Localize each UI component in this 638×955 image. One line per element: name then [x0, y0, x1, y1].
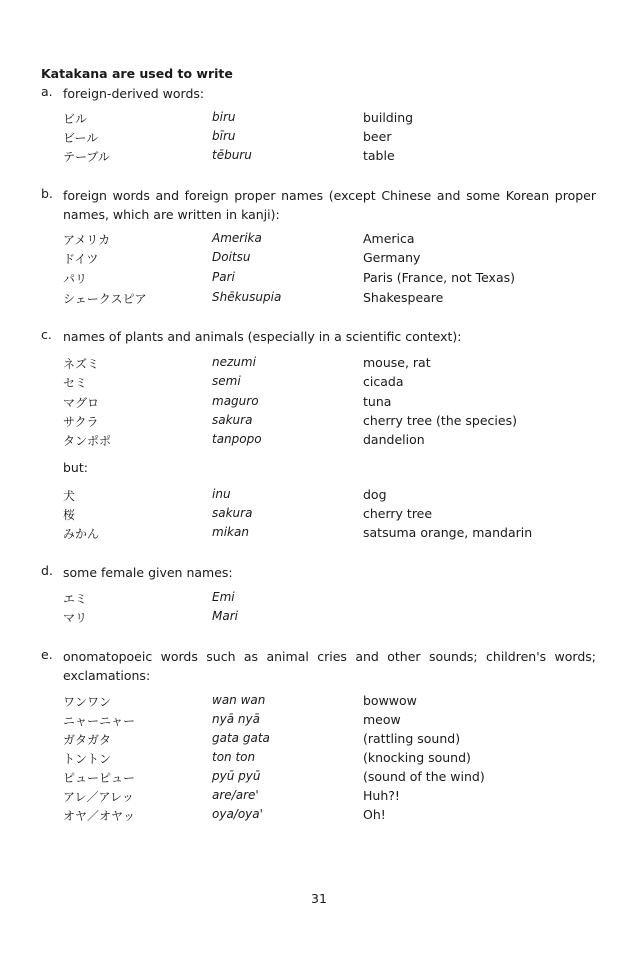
kana-cell: サクラ — [63, 415, 99, 429]
kana-cell: エミ — [63, 592, 88, 606]
table-row — [0, 270, 638, 289]
kana-cell: マリ — [63, 611, 88, 625]
table-row — [0, 750, 638, 769]
kana-cell: ビル — [63, 112, 88, 126]
romaji-cell: tanpopo — [212, 432, 262, 446]
table-row — [0, 432, 638, 451]
kana-cell: シェークスピア — [63, 292, 147, 306]
table-row — [0, 148, 638, 167]
english-cell: building — [363, 110, 414, 125]
kana-cell: トントン — [63, 752, 112, 766]
kanji-cell: みかん — [63, 527, 100, 541]
english-cell: (knocking sound) — [363, 750, 471, 765]
table-row — [0, 355, 638, 374]
english-cell: cicada — [363, 374, 404, 389]
section-text-c: names of plants and animals (especially in a scientific context): — [63, 329, 462, 344]
romaji-cell: tēburu — [212, 148, 252, 162]
kana-cell: ニャーニャー — [63, 714, 136, 728]
table-row — [0, 609, 638, 628]
english-cell: (rattling sound) — [363, 731, 461, 746]
section-letter-d: d. — [41, 563, 53, 578]
english-cell: dog — [363, 487, 387, 502]
table-row — [0, 712, 638, 731]
romaji-cell: sakura — [212, 506, 253, 520]
romaji-cell: Amerika — [212, 231, 262, 245]
page-number: 31 — [311, 891, 327, 906]
kana-cell: アレ／アレッ — [63, 790, 134, 804]
table-row — [0, 250, 638, 269]
table-row — [0, 129, 638, 148]
table-row — [0, 788, 638, 807]
kana-cell: テーブル — [63, 150, 110, 164]
table-row — [0, 487, 638, 506]
romaji-cell: ton ton — [212, 750, 256, 764]
section-text-d: some female given names: — [63, 565, 233, 580]
section-text-b: foreign words and foreign proper names (except Chinese and some Korean proper names, which are written in kanji): — [63, 188, 596, 222]
section-letter-a: a. — [41, 84, 53, 99]
english-cell: tuna — [363, 394, 392, 409]
english-cell: Oh! — [363, 807, 386, 822]
table-row — [0, 413, 638, 432]
table-row — [0, 731, 638, 750]
kana-cell: ピューピュー — [63, 771, 136, 785]
romaji-cell: oya/oya' — [212, 807, 263, 821]
kana-cell: ワンワン — [63, 695, 112, 709]
english-cell: (sound of the wind) — [363, 769, 485, 784]
but-label: but: — [63, 460, 88, 475]
table-row — [0, 231, 638, 250]
table-row — [0, 807, 638, 826]
table-row — [0, 110, 638, 129]
kana-cell: タンポポ — [63, 434, 112, 448]
romaji-cell: nyā nyā — [212, 712, 260, 726]
english-cell: Paris (France, not Texas) — [363, 270, 515, 285]
romaji-cell: Mari — [212, 609, 238, 623]
romaji-cell: inu — [212, 487, 231, 501]
kanji-cell: 桜 — [63, 508, 76, 522]
table-row — [0, 290, 638, 309]
english-cell: cherry tree (the species) — [363, 413, 517, 428]
table-row — [0, 693, 638, 712]
romaji-cell: pyū pyū — [212, 769, 261, 783]
kana-cell: オヤ／オヤッ — [63, 809, 136, 823]
english-cell: bowwow — [363, 693, 417, 708]
english-cell: Shakespeare — [363, 290, 444, 305]
english-cell: dandelion — [363, 432, 425, 447]
romaji-cell: semi — [212, 374, 241, 388]
kana-cell: ネズミ — [63, 357, 100, 371]
table-row — [0, 506, 638, 525]
kana-cell: パリ — [63, 272, 88, 286]
kanji-cell: 犬 — [63, 489, 76, 503]
romaji-cell: Doitsu — [212, 250, 251, 264]
kana-cell: ガタガタ — [63, 733, 112, 747]
kana-cell: アメリカ — [63, 233, 111, 247]
english-cell: meow — [363, 712, 401, 727]
romaji-cell: gata gata — [212, 731, 270, 745]
romaji-cell: sakura — [212, 413, 253, 427]
romaji-cell: Emi — [212, 590, 235, 604]
english-cell: satsuma orange, mandarin — [363, 525, 533, 540]
romaji-cell: mikan — [212, 525, 249, 539]
section-text-a: foreign-derived words: — [63, 86, 205, 101]
table-row — [0, 769, 638, 788]
section-letter-b: b. — [41, 186, 53, 201]
section-text-e: onomatopoeic words such as animal cries and other sounds; children's words; exclamations: — [63, 649, 596, 683]
kana-cell: マグロ — [63, 396, 100, 410]
english-cell: mouse, rat — [363, 355, 431, 370]
romaji-cell: are/are' — [212, 788, 259, 802]
table-row — [0, 394, 638, 413]
romaji-cell: wan wan — [212, 693, 266, 707]
english-cell: Huh?! — [363, 788, 400, 803]
romaji-cell: Pari — [212, 270, 235, 284]
kana-cell: セミ — [63, 376, 88, 390]
romaji-cell: nezumi — [212, 355, 256, 369]
english-cell: beer — [363, 129, 392, 144]
section-heading: Katakana are used to write — [41, 66, 233, 81]
english-cell: table — [363, 148, 395, 163]
romaji-cell: bīru — [212, 129, 236, 143]
kana-cell: ビール — [63, 131, 99, 145]
table-row — [0, 374, 638, 393]
table-row — [0, 525, 638, 544]
section-letter-c: c. — [41, 327, 52, 342]
romaji-cell: biru — [212, 110, 236, 124]
table-row — [0, 590, 638, 609]
romaji-cell: maguro — [212, 394, 259, 408]
english-cell: America — [363, 231, 415, 246]
section-letter-e: e. — [41, 647, 53, 662]
english-cell: cherry tree — [363, 506, 433, 521]
english-cell: Germany — [363, 250, 421, 265]
kana-cell: ドイツ — [63, 252, 99, 266]
romaji-cell: Shēkusupia — [212, 290, 282, 304]
